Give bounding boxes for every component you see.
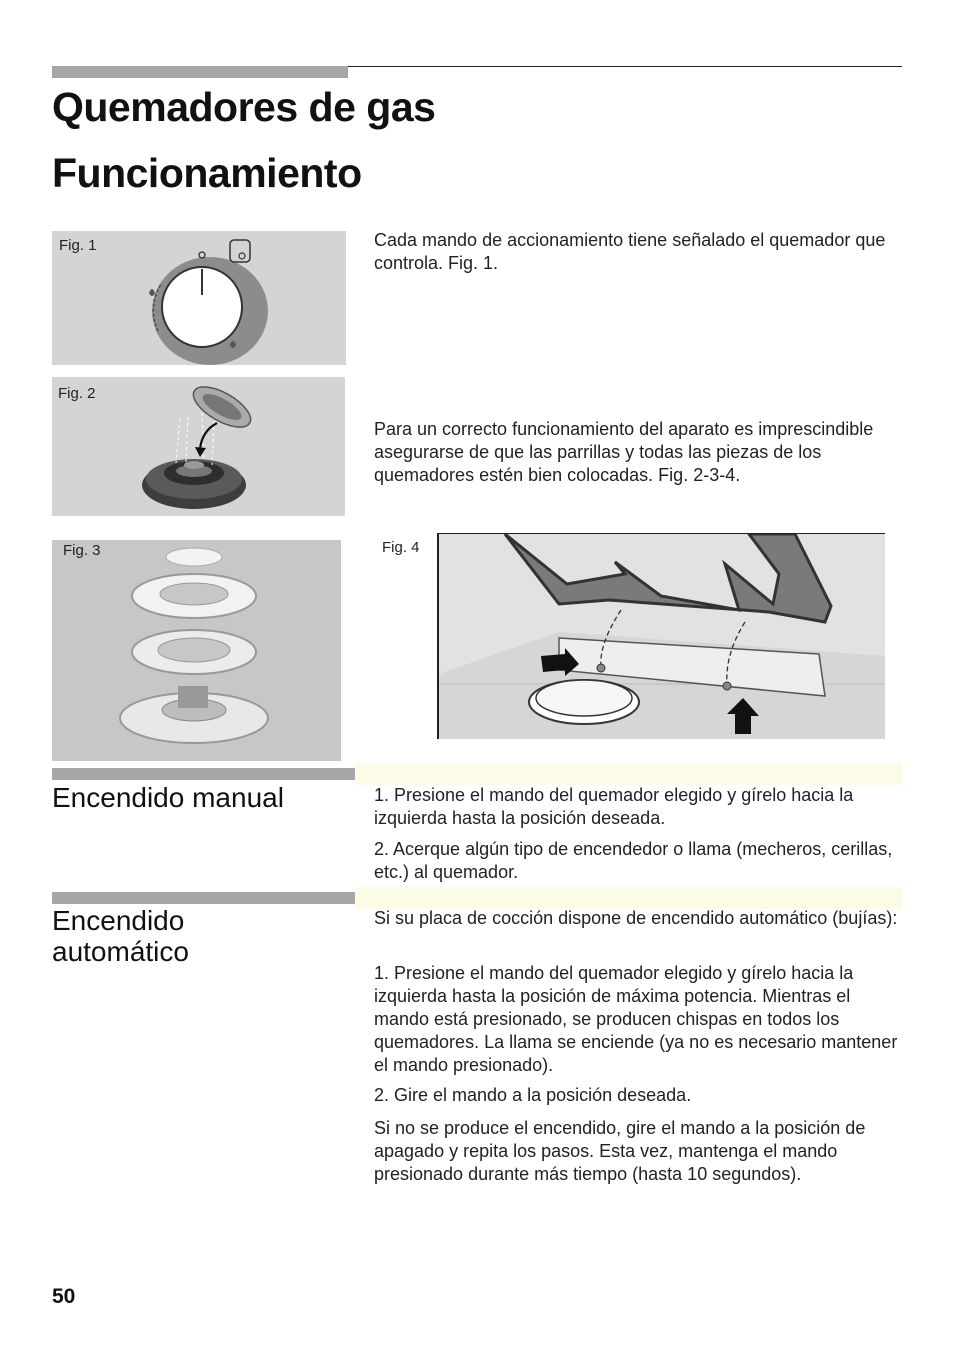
automatic-intro: Si su placa de cocción dispone de encendido automático (bujías): — [374, 908, 898, 928]
page-title: Quemadores de gas — [52, 84, 436, 130]
automatic-note: Si no se produce el encendido, gire el mando a la posición de apagado y repita los pasos. Esta vez, mantenga el mando presionado durante más tiempo (hasta 10 segundos). — [374, 1118, 866, 1184]
figure-4 — [437, 533, 885, 739]
figure-4-label: Fig. 4 — [382, 539, 420, 556]
page-subtitle: Funcionamiento — [52, 150, 362, 196]
automatic-step-2: 2. Gire el mando a la posición deseada. — [374, 1085, 692, 1105]
exploded-burner-illustration — [52, 540, 341, 761]
header-rule — [348, 66, 902, 67]
section-bar-automatic — [52, 892, 355, 904]
section-heading-manual: Encendido manual — [52, 782, 284, 813]
manual-step-2: 2. Acerque algún tipo de encendedor o llama (mecheros, cerillas, etc.) al quemador. — [374, 839, 893, 882]
page-number: 50 — [52, 1285, 76, 1308]
intro-paragraph-1: Cada mando de accionamiento tiene señalado el quemador que controla. Fig. 1. — [374, 230, 886, 273]
figure-3 — [52, 540, 341, 761]
section-heading-automatic: Encendido automático — [52, 905, 189, 967]
figure-1 — [52, 231, 346, 365]
section-tint-manual — [355, 763, 902, 785]
section-tint-automatic — [355, 887, 902, 909]
figure-2 — [52, 377, 345, 516]
burner-assembly-illustration — [52, 377, 345, 516]
intro-paragraph-2: Para un correcto funcionamiento del aparato es imprescindible asegurarse de que las parrillas y todas las piezas de los quemadores estén bien colocadas. Fig. 2-3-4. — [374, 419, 874, 485]
pan-support-illustration — [439, 534, 885, 739]
section-bar-manual — [52, 768, 355, 780]
figure-3-label: Fig. 3 — [63, 542, 101, 559]
manual-step-1: 1. Presione el mando del quemador elegido y gírelo hacia la izquierda hasta la posición deseada. — [374, 785, 854, 828]
figure-1-label: Fig. 1 — [59, 237, 97, 254]
figure-2-label: Fig. 2 — [58, 385, 96, 402]
automatic-step-1: 1. Presione el mando del quemador elegido y gírelo hacia la izquierda hasta la posición de máxima potencia. Mientras el mando está presionado, se producen chispas en todos los quemadores. La llama se enciende (ya no es necesario mantener el mando presionado). — [374, 963, 898, 1075]
header-bar — [52, 66, 348, 78]
